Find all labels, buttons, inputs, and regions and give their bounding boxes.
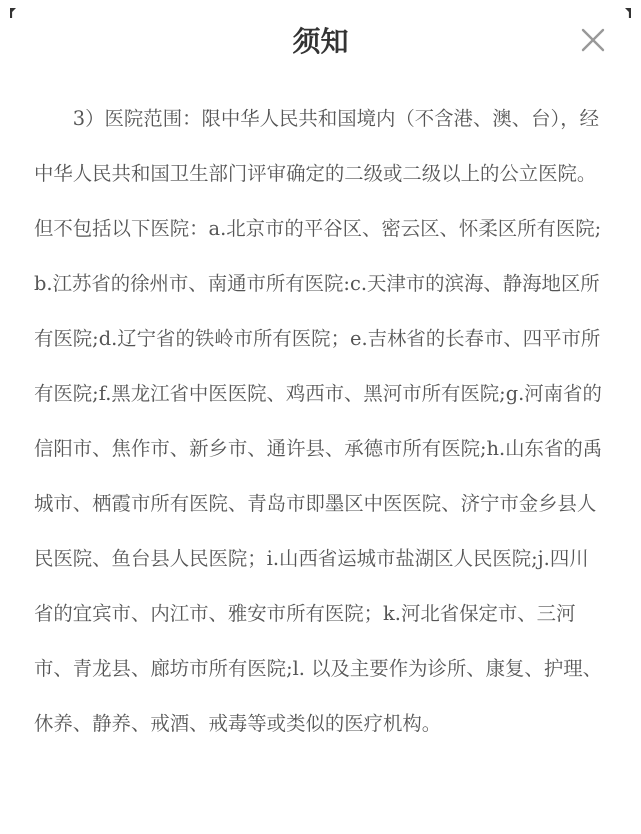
corner-mark-left <box>10 8 16 18</box>
dialog-title: 须知 <box>292 25 349 58</box>
notice-text: 3）医院范围：限中华人民共和国境内（不含港、澳、台），经中华人民共和国卫生部门评审确定的二级或二级以上的公立医院。但不包括以下医院：a.北京市的平谷区、密云区、怀柔区所有医院;b.江苏省的徐州市、南通市所有医院:c.天津市的滨海、静海地区所有医院;d.辽宁省的铁岭市所有医院；e.吉林省的长春市、四平市所有医院;f.黑龙江省中医医院、鸡西市、黑河市所有医院;g.河南省的信阳市、焦作市、新乡市、通许县、承德市所有医院;h.山东省的禹城市、栖霞市所有医院、青岛市即墨区中医医院、济宁市金乡县人民医院、鱼台县人民医院；i.山西省运城市盐湖区人民医院;j.四川省的宜宾市、内江市、雅安市所有医院；k.河北省保定市、三河市、青龙县、廊坊市所有医院;l. 以及主要作为诊所、康复、护理、休养、静养、戒酒、戒毒等或类似的医疗机构。 <box>34 107 603 735</box>
close-icon <box>577 24 609 56</box>
corner-mark-right <box>625 8 631 18</box>
close-button[interactable] <box>577 24 609 56</box>
